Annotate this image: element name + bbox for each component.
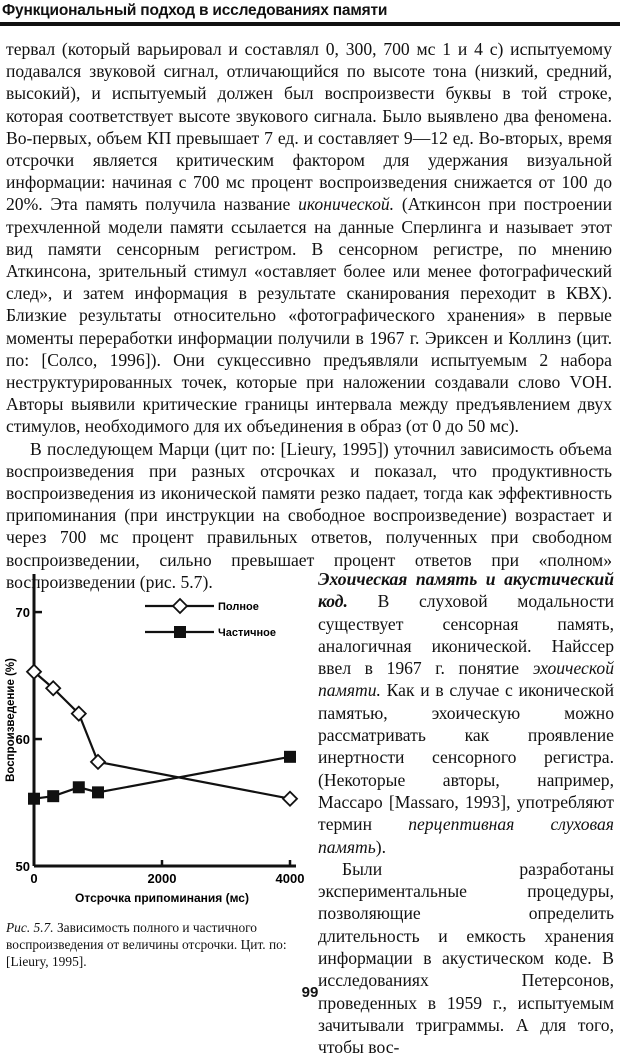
- term-iconic: иконической.: [298, 194, 395, 215]
- body-text: [6, 38, 612, 593]
- series-full-point: [283, 792, 297, 806]
- series-partial-point: [29, 793, 40, 804]
- running-header-title: Функциональный подход в исследованиях памяти: [2, 2, 388, 19]
- page-number: 99: [301, 984, 319, 1001]
- legend-full-marker: [173, 599, 187, 613]
- section-heading-echoic: Эхоическая память и акустический код.: [318, 569, 614, 612]
- x-tick-label: 2000: [147, 871, 177, 886]
- paragraph-1: [6, 38, 612, 438]
- series-partial-point: [93, 787, 104, 798]
- caption-label: Рис. 5.7.: [6, 920, 54, 935]
- series-full-point: [91, 755, 105, 769]
- side-paragraph-1-text-c: ).: [375, 836, 386, 857]
- side-paragraph-1-text-b: Как и в случае с иконической памятью, эхоическую можно рассматривать как проявление инертности сенсорного регистра. (Некоторые авторы, например, Массаро [Massaro, 1993], употребляют термин: [318, 680, 614, 835]
- x-tick-label: 0: [30, 871, 38, 886]
- side-paragraph-1: [318, 568, 614, 858]
- y-axis-label: Воспроизведение (%): [5, 658, 17, 782]
- legend-full-label: Полное: [218, 601, 259, 613]
- term-perceptual-auditory: перцептивная слуховая память: [318, 814, 614, 857]
- series-partial-point: [285, 751, 296, 762]
- x-tick-label: 4000: [275, 871, 305, 886]
- series-partial-point: [73, 782, 84, 793]
- figure-caption: [6, 920, 306, 970]
- paragraph-1-text-b: (Аткинсон при построении трехчленной модели памяти ссылается на данные Сперлинга и называет этот вид памяти сенсорным регистром. В сенсорном регистре, по мнению Аткинсона, зрительный стимул «оставляет более или менее фотографический след», и затем информация в результате сканирования переходит в КВХ). Близкие результаты относительно «фотографического хранения» в первые моменты переработки информации получили в 1967 г. Эриксен и Коллинз (цит. по: [Солсо, 1996]). Они сукцессивно предъявляли испытуемым 2 набора неструктурированных точек, которые при наложении создавали слово VOH. Авторы выявили критические границы интервала между предъявлением двух стимулов, необходимого для их объединения в образ (от 0 до 50 мс).: [6, 194, 612, 437]
- term-echoic: эхоической памяти.: [318, 658, 614, 701]
- caption-text: Зависимость полного и частичного воспроизведения от величины отсрочки. Цит. по: [Lieury, 1995].: [6, 920, 287, 969]
- series-partial-point: [48, 791, 59, 802]
- y-tick-label: 50: [15, 859, 30, 874]
- side-paragraph-2: Были разработаны экспериментальные процедуры, позволяющие определить длительность и емкость хранения информации в акустическом коде. В исследованиях Петерсонов, проведенных в 1959 г., испытуемым зачитывали триграммы. А для того, чтобы вос-: [318, 858, 614, 1058]
- side-paragraph-1-text-a: В слуховой модальности существует сенсорная память, аналогичная иконической. Найссер ввел в 1967 г. понятие: [318, 591, 614, 679]
- paragraph-2: В последующем Марци (цит по: [Lieury, 1995]) уточнил зависимость объема воспроизведения при разных отсрочках и показал, что продуктивность воспроизведения из иконической памяти резко падает, тогда как эффективность припоминания (при инструкции на свободное воспроизведение) возрастает и через 700 мс процент правильных ответов, полученных при свободном воспроизведении, сильно превышает процент ответов при «полном» воспроизведении (рис. 5.7).: [6, 438, 612, 592]
- legend-partial-label: Частичное: [218, 627, 276, 639]
- x-axis-label: Отсрочка припоминания (мс): [75, 891, 249, 905]
- legend-partial-marker: [175, 627, 186, 638]
- running-header: [0, 0, 620, 30]
- paragraph-1-text-a: тервал (который варьировал и составлял 0, 300, 700 мс 1 и 4 с) испытуемому подавался звуковой сигнал, отличающийся по высоте тона (низкий, средний, высокий), и испытуемый должен был воспроизвести буквы в той строке, которая соответствует высоте звукового сигнала. Было выявлено два феномена. Во-первых, объем КП превышает 7 ед. и составляет 9—12 ед. Во-вторых, время отсрочки является критическим фактором для удержания визуальной информации: начиная с 700 мс процент воспроизведения снижается от 100 до 20%. Эта память получила название: [6, 39, 612, 215]
- header-rule: [0, 22, 620, 26]
- y-tick-label: 60: [15, 732, 30, 748]
- y-tick-label: 70: [15, 605, 30, 621]
- figure-5-7: [0, 566, 312, 966]
- recall-chart: [0, 566, 312, 926]
